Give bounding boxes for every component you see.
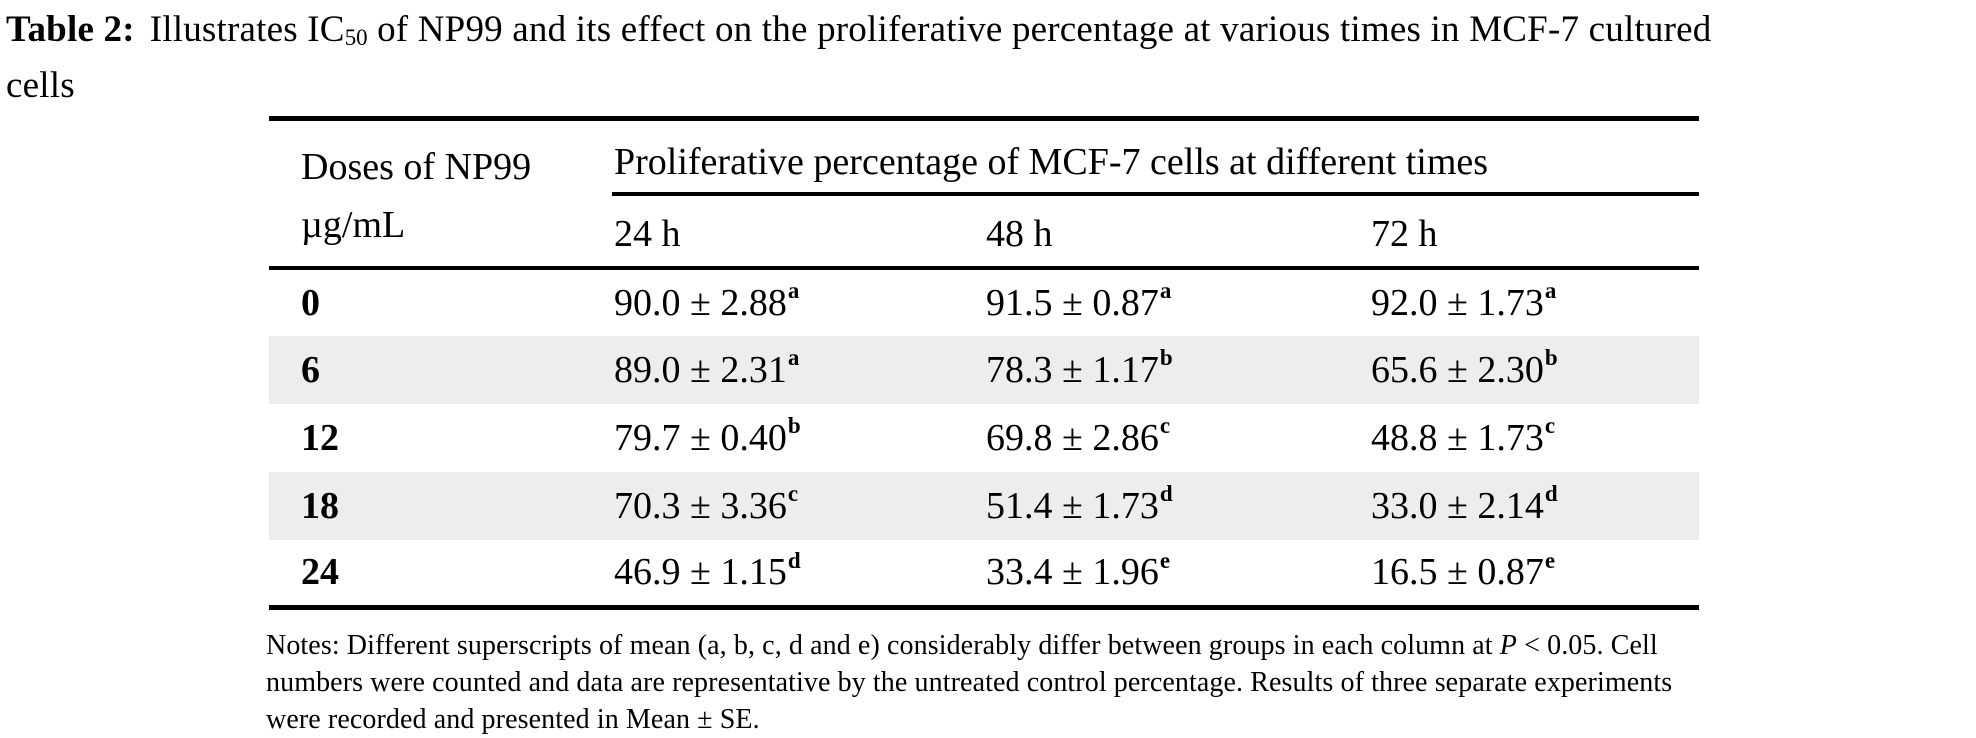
dose-cell: 18 — [301, 484, 339, 527]
table-header — [269, 119, 1699, 268]
table-notes — [266, 627, 1712, 738]
value-text: 78.3 ± 1.17 — [986, 348, 1159, 391]
value-text: 33.4 ± 1.96 — [986, 551, 1159, 594]
superscript-marker: d — [1544, 480, 1558, 506]
caption-line2: cells — [6, 65, 75, 106]
superscript-marker: c — [1544, 412, 1556, 438]
value-text: 92.0 ± 1.73 — [1371, 281, 1544, 324]
value-text: 90.0 ± 2.88 — [614, 281, 787, 324]
value-cell — [612, 472, 984, 540]
superscript-marker: a — [1159, 277, 1172, 303]
value-text: 91.5 ± 0.87 — [986, 281, 1159, 324]
superscript-marker: a — [787, 277, 800, 303]
value-text: 48.8 ± 1.73 — [1371, 416, 1544, 459]
table-row — [269, 540, 1699, 608]
superscript-marker: a — [787, 344, 800, 370]
value-text: 70.3 ± 3.36 — [614, 484, 787, 527]
value-text: 51.4 ± 1.73 — [986, 484, 1159, 527]
dose-cell: 12 — [301, 416, 339, 459]
table-row — [269, 404, 1699, 472]
superscript-marker: d — [1159, 480, 1173, 506]
caption-label: Table 2: — [6, 9, 135, 50]
value-cell — [984, 540, 1369, 608]
value-cell — [612, 336, 984, 404]
caption-text-pre: Illustrates IC — [149, 9, 345, 50]
dose-cell: 24 — [301, 551, 339, 594]
superscript-marker: e — [1159, 547, 1171, 573]
notes-text-part1: Notes: Different superscripts of mean (a, b, c, d and e) considerably differ between groups in each column at — [266, 630, 1500, 661]
superscript-marker: c — [787, 480, 799, 506]
value-cell — [984, 336, 1369, 404]
table-caption — [6, 4, 1972, 112]
table-row — [269, 336, 1699, 404]
superscript-marker: b — [1159, 344, 1173, 370]
superscript-marker: a — [1544, 277, 1557, 303]
value-cell — [612, 268, 984, 336]
dose-column-header: Doses of NP99 µg/mL — [269, 119, 612, 268]
proliferative-span-header: Proliferative percentage of MCF-7 cells at different times — [612, 119, 1699, 194]
superscript-marker: d — [787, 547, 801, 573]
value-text: 16.5 ± 0.87 — [1371, 551, 1544, 594]
value-text: 89.0 ± 2.31 — [614, 348, 787, 391]
ic50-subscript: 50 — [344, 25, 368, 51]
superscript-marker: c — [1159, 412, 1171, 438]
value-cell — [984, 472, 1369, 540]
data-table-container — [269, 116, 1699, 610]
value-cell — [1369, 404, 1699, 472]
time-header-24h: 24 h — [612, 194, 984, 268]
superscript-marker: b — [1544, 344, 1558, 370]
dose-cell: 0 — [301, 281, 320, 324]
value-text: 65.6 ± 2.30 — [1371, 348, 1544, 391]
caption-text-rest: of NP99 and its effect on the proliferative percentage at various times in MCF-7 cultured — [367, 9, 1712, 50]
time-header-72h: 72 h — [1369, 194, 1699, 268]
table-row — [269, 268, 1699, 336]
value-text: 79.7 ± 0.40 — [614, 416, 787, 459]
time-header-48h: 48 h — [984, 194, 1369, 268]
value-cell — [984, 268, 1369, 336]
header-row-main — [269, 119, 1699, 194]
value-cell — [1369, 336, 1699, 404]
value-text: 69.8 ± 2.86 — [986, 416, 1159, 459]
notes-text-part2: < 0.05. Cell numbers were counted and data are representative by the untreated control percentage. Results of three separate experiments were recorded and presented in Mean ± SE. — [266, 630, 1673, 735]
value-text: 33.0 ± 2.14 — [1371, 484, 1544, 527]
table-row — [269, 472, 1699, 540]
value-cell — [984, 404, 1369, 472]
dose-cell: 6 — [301, 348, 320, 391]
table-body — [269, 268, 1699, 608]
superscript-marker: e — [1544, 547, 1556, 573]
value-cell — [612, 540, 984, 608]
superscript-marker: b — [787, 412, 801, 438]
value-cell — [1369, 472, 1699, 540]
value-cell — [1369, 268, 1699, 336]
value-text: 46.9 ± 1.15 — [614, 551, 787, 594]
p-value-italic: P — [1499, 630, 1517, 661]
value-cell — [1369, 540, 1699, 608]
data-table — [269, 116, 1699, 610]
value-cell — [612, 404, 984, 472]
